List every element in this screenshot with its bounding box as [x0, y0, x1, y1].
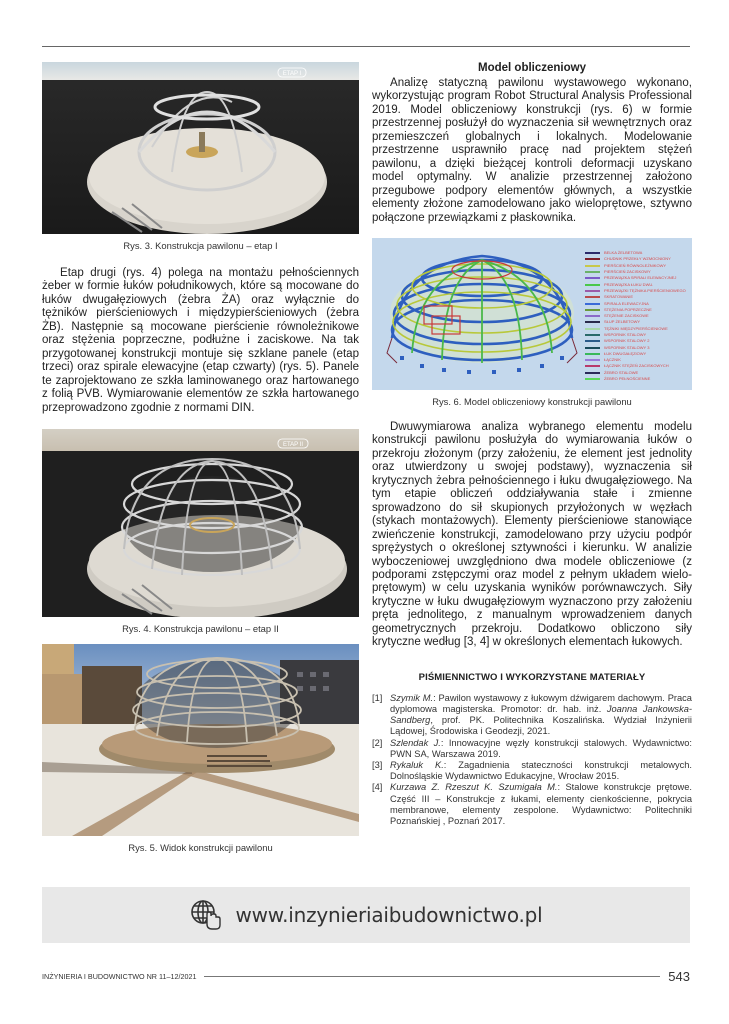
- page-footer: [42, 969, 690, 983]
- legend-label: SPIRALA ELEWACYJNA: [604, 300, 649, 306]
- legend-swatch: [585, 347, 600, 349]
- model-paragraph-2-text: Dwuwymiarowa analiza wybranego elementu modelu konstrukcji pawilonu posłużyła do wymiarowania łuków o przekroju złożonym (przy założeniu, że element jest jednolity oraz utwierdzony u swojej podstawy), wyznaczenia sił krytycznych żebra pełnościennego i łuku dwugałęziowego. Na tym etapie obliczeń oddziaływania stałe i zmienne sprowadzono do sił skupionych przyłożonych w węzłach (stykach montażowych). Elementy pierścieniowe stanowiące zwieńczenie konstrukcji, zamodelowano przy użyciu podpór sprężystych o określonej sztywności i kierunku. W analizie wyboczeniowej uwzględniono dwa modele obliczeniowe (z podporami zstępczymi oraz model z pełnym układem wielo-prętowym) w celu uzyskania wyników porównawczych. Siły krytyczne w łuku dwugałęziowym wyznaczono przy założeniu pręta jednolitego, z manualnym wprowadzeniem danych geometrycznych przekroju. Dodatkowo obliczono siły krytyczne według [3, 4] w określonych elementach łukowych.: [372, 420, 692, 649]
- legend-label: WSPORNIK STALOWY: [604, 331, 647, 337]
- legend-label: STĘŻENIA POPRZECZNE: [604, 306, 652, 312]
- legend-label: BELKA ŻELBETOWA: [604, 250, 643, 256]
- legend-label: WSPORNIK STALOWY 3: [604, 344, 650, 350]
- figure-4: [42, 429, 359, 634]
- section-title: Model obliczeniowy: [478, 62, 586, 74]
- reference-supervisor: Joanna Jankowska-Sandberg: [390, 703, 692, 726]
- legend-label: ŁUK DWUGAŁĘZIOWY: [604, 350, 647, 356]
- legend-swatch: [585, 265, 600, 267]
- figure-3-image: [42, 62, 359, 234]
- website-banner[interactable]: [42, 887, 690, 943]
- legend-item: [585, 376, 686, 382]
- legend-label: PIERŚCIEŃ RÓWNOLEŻNIKOWY: [604, 262, 667, 268]
- legend-swatch: [585, 321, 600, 323]
- figure-6-caption: Rys. 6. Model obliczeniowy konstrukcji pawilonu: [432, 395, 632, 407]
- website-link[interactable]: www.inzynieriaibudownictwo.pl: [235, 903, 543, 927]
- legend-label: WSPORNIK STALOWY 2: [604, 338, 650, 344]
- figure-4-image: [42, 429, 359, 617]
- reference-text: : Innowacyjne węzły konstrukcji stalowych. Wydawnictwo: PWN SA, Warszawa 2019.: [390, 737, 692, 759]
- right-column: [372, 62, 692, 827]
- legend-swatch: [585, 334, 600, 336]
- legend-label: ŁĄCZNIK STĘŻEŃ ZACISKOWYCH: [604, 363, 669, 369]
- legend-swatch: [585, 284, 600, 286]
- references-title: PIŚMIENNICTWO I WYKORZYSTANE MATERIAŁY: [418, 671, 646, 683]
- legend-swatch: [585, 353, 600, 355]
- legend-label: ŻEBRO STALOWE: [604, 369, 639, 375]
- legend-swatch: [585, 290, 600, 292]
- legend-label: PIERŚCIEŃ ZACISKOWY: [604, 269, 651, 275]
- reference-authors: Szlendak J.: [390, 737, 441, 748]
- reference-authors: Szymik M.: [390, 692, 434, 703]
- legend-swatch: [585, 277, 600, 279]
- legend-swatch: [585, 378, 600, 380]
- reference-authors: Kurzawa Z. Rzeszut K. Szumigała M.: [390, 782, 558, 793]
- legend-swatch: [585, 328, 600, 330]
- reference-number: [1]: [372, 692, 383, 703]
- left-column: [42, 62, 359, 853]
- footer-rule: [204, 976, 660, 977]
- legend-swatch: [585, 258, 600, 260]
- legend-label: SKRATOWANIE: [604, 294, 634, 300]
- reference-number: [3]: [372, 759, 383, 770]
- reference-item: [372, 738, 692, 760]
- legend-swatch: [585, 303, 600, 305]
- figure-3-caption: Rys. 3. Konstrukcja pawilonu – etap I: [123, 240, 278, 251]
- reference-item: [372, 760, 692, 782]
- model-paragraph-2: [372, 421, 692, 650]
- reference-number: [2]: [372, 737, 383, 748]
- pavilion-stage1-render: [42, 62, 359, 234]
- legend-swatch: [585, 271, 600, 273]
- figure-3: [42, 62, 359, 251]
- stage-two-text: Etap drugi (rys. 4) polega na montażu pełnościennych żeber w formie łuków południkowych, które są mocowane do łuków dwugałęziowych (żebra ŻA) oraz wyłącznie do tężników pierścieniowych i międzypierścieniowych (żebra ŻB). Następnie są mocowane pierścienie równoleżnikowe oraz stężenia poprzeczne, podłużne i zaciskowe. Na tak przygotowanej konstrukcji montuje się szklane panele (etap trzeci) oraz spirale elewacyjne (etap czwarty) (rys. 5). Panele te zaprojektowano ze szkła laminowanego oraz hartowanego z folią PVB. Wymiarowanie elementów ze szkła hartowanego przeprowadzono zgodnie z normami DIN.: [42, 267, 359, 414]
- legend-swatch: [585, 372, 600, 374]
- legend-label: PRZEWIĄZKA SPIRALI ELEWACYJNEJ: [604, 275, 677, 281]
- reference-text: : Pawilon wystawowy z łukowym dźwigarem dachowym. Praca dyplomowa magisterska. Promotor: dr. hab. inż.: [390, 692, 692, 714]
- pavilion-view-render: [42, 644, 359, 836]
- reference-authors: Rykaluk K.: [390, 759, 444, 770]
- legend-swatch: [585, 359, 600, 361]
- journal-name: INŻYNIERIA I BUDOWNICTWO NR 11–12/2021: [42, 971, 197, 981]
- legend-swatch: [585, 252, 600, 254]
- legend-swatch: [585, 365, 600, 367]
- pavilion-stage2-render: [42, 429, 359, 617]
- structural-model-render: [372, 238, 582, 390]
- model-legend: [585, 250, 686, 382]
- reference-text: : Zagadnienia stateczności konstrukcji metalowych. Dolnośląskie Wydawnictwo Edukacyjne, Wrocław 2015.: [390, 759, 692, 782]
- figure-5-caption: Rys. 5. Widok konstrukcji pawilonu: [128, 841, 273, 853]
- header-rule: [42, 46, 690, 47]
- figure-6-image: [372, 238, 692, 390]
- legend-label: STĘŻENIE ZACISKOWE: [604, 313, 649, 319]
- stage-two-paragraph: [42, 267, 359, 415]
- globe-click-icon: [189, 898, 223, 932]
- reference-item: [372, 782, 692, 827]
- references-list: [372, 693, 692, 827]
- figure-5-image: [42, 644, 359, 836]
- figure-5: [42, 644, 359, 853]
- legend-swatch: [585, 296, 600, 298]
- legend-label: TĘŻNIKI MIĘDZYPIERŚCIENIOWE: [604, 325, 668, 331]
- legend-label: CHUDNIK PRZEKŁY WZMOCNIONY: [604, 256, 671, 262]
- legend-label: PRZEWIĄZKI TĘŻNIKA PIERŚCIENIOWEGO: [604, 287, 686, 293]
- reference-text: : Stalowe konstrukcje prętowe. Część III – Konstrukcje z łukami, elementy cienkościenne, pokrycia membranowe, elementy zespolone. Wydawnictwo: Politechniki Poznańskiej , Poznań 2017.: [390, 782, 692, 826]
- legend-swatch: [585, 309, 600, 311]
- legend-swatch: [585, 340, 600, 342]
- figure-6: [372, 238, 692, 407]
- stage-badge: ETAP II: [282, 441, 304, 448]
- page-number: 543: [668, 968, 690, 984]
- reference-item: [372, 693, 692, 738]
- model-paragraph-1-text: Analizę statyczną pawilonu wystawowego wykonano, wykorzystując program Robot Structural Analysis Professional 2019. Model obliczeniowy konstrukcji (rys. 6) w formie przestrzennej posłużył do wyznaczenia sił wewnętrznych oraz przemieszczeń globalnych i lokalnych. Modelowanie przestrzenne usprawniło pracę nad projektem stężeń pawilonu, a dzięki bieżącej kontroli deformacji uzyskano model optymalny. W analizie przestrzennej założono przegubowe podpory elementów głównych, a wszystkie elementy złożone zamodelowano jako wieloprętowe, sztywno połączone przewiązkami z płaskownika.: [372, 77, 692, 224]
- reference-number: [4]: [372, 782, 383, 793]
- legend-swatch: [585, 315, 600, 317]
- legend-label: ŻEBRO PEŁNOŚCIENNE: [604, 376, 651, 382]
- legend-label: ŁĄCZNIK: [604, 357, 621, 363]
- reference-text-continued: , prof. PK. Politechnika Koszalińska. Wydział Inżynierii Lądowej, Środowiska i Geodezji, 2021.: [390, 715, 692, 737]
- model-paragraph-1: [372, 77, 692, 225]
- legend-label: PRZEWIĄZKA ŁUKU DWU.: [604, 281, 654, 287]
- legend-label: SŁUP ŻELBETOWY: [604, 319, 641, 325]
- figure-4-caption: Rys. 4. Konstrukcja pawilonu – etap II: [122, 622, 279, 634]
- stage-badge: ETAP I: [282, 71, 302, 77]
